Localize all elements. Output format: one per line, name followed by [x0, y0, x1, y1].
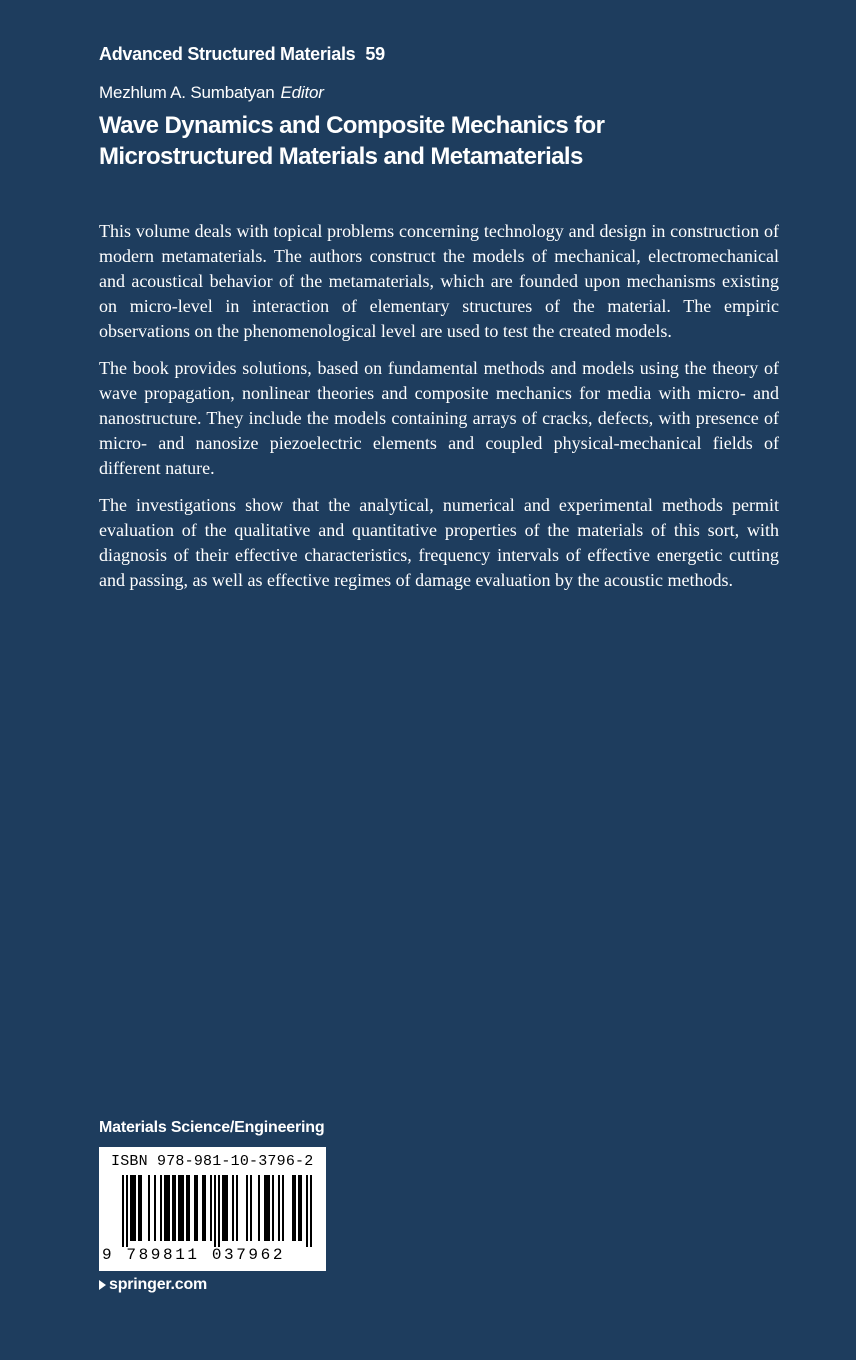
barcode-bar — [214, 1175, 216, 1247]
editor-name: Mezhlum A. Sumbatyan — [99, 83, 275, 102]
barcode-bar — [210, 1175, 212, 1241]
website-link[interactable] — [99, 1276, 207, 1294]
barcode-bar — [148, 1175, 150, 1241]
barcode-bar — [298, 1175, 300, 1241]
barcode-bar — [282, 1175, 284, 1241]
barcode-bar — [182, 1175, 184, 1241]
triangle-right-icon — [99, 1280, 106, 1290]
barcode-bar — [278, 1175, 280, 1241]
isbn-label: ISBN 978-981-10-3796-2 — [111, 1153, 314, 1170]
barcode-bar — [222, 1175, 224, 1241]
barcode-bar — [160, 1175, 162, 1241]
barcode-bar — [166, 1175, 168, 1241]
barcode-bar — [294, 1175, 296, 1241]
barcode-bar — [134, 1175, 136, 1241]
barcode-bar — [264, 1175, 266, 1241]
editor-line — [99, 83, 324, 103]
barcode-bar — [258, 1175, 260, 1241]
barcode-bar — [202, 1175, 204, 1241]
barcode-bar — [218, 1175, 220, 1247]
barcode-bar — [178, 1175, 180, 1241]
subject-category: Materials Science/Engineering — [99, 1119, 325, 1136]
barcode-bar — [272, 1175, 274, 1241]
barcode-bar — [168, 1175, 170, 1241]
series-number: 59 — [365, 44, 385, 64]
barcode-bar — [132, 1175, 134, 1241]
barcode-bar — [194, 1175, 196, 1241]
series-line — [99, 44, 385, 65]
barcode-bar — [122, 1175, 124, 1247]
barcode-bar — [246, 1175, 248, 1241]
barcode-bars — [99, 1175, 326, 1247]
barcode-bar — [306, 1175, 308, 1247]
blurb-paragraph: The book provides solutions, based on fundamental methods and models using the theory of wave propagation, nonlinear theories and composite mechanics for media with micro- and nanostructure. They include the models containing arrays of cracks, defects, with presence of micro- and nanosize piezoelectric elements and coupled physical-mechanical fields of different nature. — [99, 358, 779, 478]
website-url: springer.com — [109, 1276, 208, 1293]
barcode-bar — [310, 1175, 312, 1247]
barcode-bar — [126, 1175, 128, 1247]
barcode-bar — [130, 1175, 132, 1241]
blurb-paragraph: This volume deals with topical problems concerning technology and design in construction of modern metamaterials. The authors construct the models of mechanical, electromechanical and acoustical behavior of the metamaterials, which are founded upon mechanisms existing on micro-level in interaction of elementary structures of the material. The empiric observations on the phenomenological level are used to test the created models. — [99, 221, 779, 341]
blurb — [99, 219, 779, 605]
barcode-bar — [164, 1175, 166, 1241]
barcode-bar — [172, 1175, 174, 1241]
series-name: Advanced Structured Materials — [99, 44, 356, 64]
barcode-bar — [266, 1175, 268, 1241]
barcode-bar — [174, 1175, 176, 1241]
barcode-bar — [268, 1175, 270, 1241]
barcode-bar — [196, 1175, 198, 1241]
barcode-bar — [226, 1175, 228, 1241]
editor-role: Editor — [280, 83, 324, 102]
barcode-bar — [186, 1175, 188, 1241]
isbn-barcode — [99, 1147, 326, 1271]
barcode-bar — [232, 1175, 234, 1241]
barcode-bar — [140, 1175, 142, 1241]
barcode-bar — [138, 1175, 140, 1241]
barcode-bar — [204, 1175, 206, 1241]
barcode-bar — [300, 1175, 302, 1241]
ean-digits: 9 789811 037962 — [102, 1246, 286, 1264]
barcode-bar — [154, 1175, 156, 1241]
barcode-bar — [224, 1175, 226, 1241]
barcode-bar — [292, 1175, 294, 1241]
barcode-bar — [180, 1175, 182, 1241]
barcode-bar — [236, 1175, 238, 1241]
barcode-bar — [188, 1175, 190, 1241]
book-title: Wave Dynamics and Composite Mechanics for Microstructured Materials and Metamaterials — [99, 112, 605, 170]
barcode-bar — [250, 1175, 252, 1241]
blurb-paragraph: The investigations show that the analytical, numerical and experimental methods permit evaluation of the qualitative and quantitative properties of the materials of this sort, with diagnosis of their effective characteristics, frequency intervals of effective energetic cutting and passing, as well as effective regimes of damage evaluation by the acoustic methods. — [99, 495, 779, 590]
